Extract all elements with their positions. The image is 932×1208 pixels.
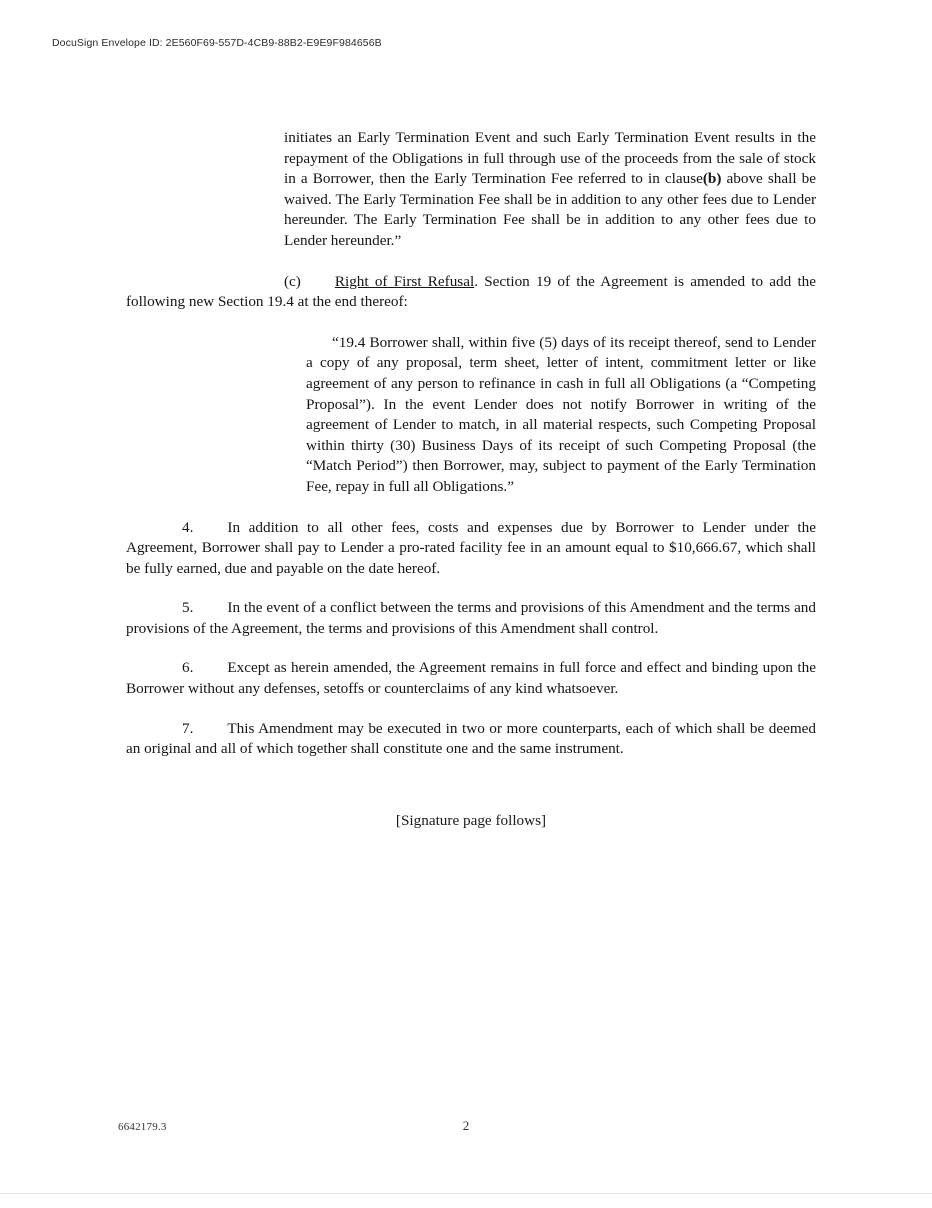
clause-c-paragraph [126,272,816,313]
spacer [126,313,816,333]
paragraph-continuation [284,128,816,252]
item-4-paragraph [126,518,816,580]
item-4-number: 4. [182,518,194,536]
item-5-text: In the event of a conflict between the terms and provisions of this Amendment and the terms and provisions of the Agreement, the terms and provisions of this Amendment shall control. [126,599,816,637]
item-4-block [126,518,816,580]
document-body [126,128,816,830]
spacer [126,498,816,518]
paragraph-continuation-text-start: initiates an Early Termination Event and such Early Termination Event results in the repayment of the Obligations in full through use of the proceeds from the sale of stock in a Borrower, then the Early Termination Fee referred to in clause [284,129,816,188]
spacer [126,700,816,719]
paragraph-continuation-block [284,128,816,252]
clause-c-marker: (c) [284,272,301,290]
item-5-block [126,598,816,639]
quote-19-4: “19.4 Borrower shall, within five (5) days of its receipt thereof, send to Lender a copy of any proposal, term sheet, letter of intent, commitment letter or like agreement of any person to refinance in cash in full all Obligations (a “Competing Proposal”). In the event Lender does not notify Borrower in writing of the agreement of Lender to match, in all material respects, such Competing Proposal within thirty (30) Business Days of its receipt of such Competing Proposal (the “Match Period”) then Borrower, may, subject to payment of the Early Termination Fee, repay in full all Obligations.” [306,333,816,495]
quote-19-4-block [306,333,816,498]
signature-page-note: [Signature page follows] [395,811,547,829]
footer-page-number: 2 [462,1118,470,1133]
item-4-text: In addition to all other fees, costs and expenses due by Borrower to Lender under the Agreement, Borrower shall pay to Lender a pro-rated facility fee in an amount equal to $10,666.67, which shall be fully earned, due and payable on the date hereof. [126,518,816,577]
clause-c-heading: Right of First Refusal [334,272,475,290]
item-7-number: 7. [182,719,194,737]
page-bottom-edge [0,1193,932,1208]
footer-document-number: 6642179.3 [118,1121,167,1133]
item-6-block [126,658,816,699]
item-7-text: This Amendment may be executed in two or more counterparts, each of which shall be deemed an original and all of which together shall constitute one and the same instrument. [126,719,816,758]
paragraph-continuation-text-end: above shall be waived. The Early Termination Fee shall be in addition to any other fees due to Lender hereunder. The Early Termination Fee shall be in addition to any other fees due to Lender hereunder.” [284,170,816,249]
item-6-text: Except as herein amended, the Agreement remains in full force and effect and binding upon the Borrower without any defenses, setoffs or counterclaims of any kind whatsoever. [126,659,816,698]
clause-c-text: . Section 19 of the Agreement is amended to add the following new Section 19.4 at the end thereof: [126,272,817,311]
item-6-number: 6. [182,659,194,677]
clause-c-block [126,272,816,313]
item-5-paragraph [126,598,816,639]
docusign-envelope-id: DocuSign Envelope ID: 2E560F69-557D-4CB9-88B2-E9E9F984656B [52,37,382,49]
spacer [126,252,816,272]
item-6-paragraph [126,658,816,699]
clause-b-reference: (b) [702,170,722,188]
item-7-block [126,719,816,760]
spacer [126,639,816,658]
item-7-paragraph [126,719,816,760]
spacer [126,579,816,598]
item-5-number: 5. [182,599,194,617]
